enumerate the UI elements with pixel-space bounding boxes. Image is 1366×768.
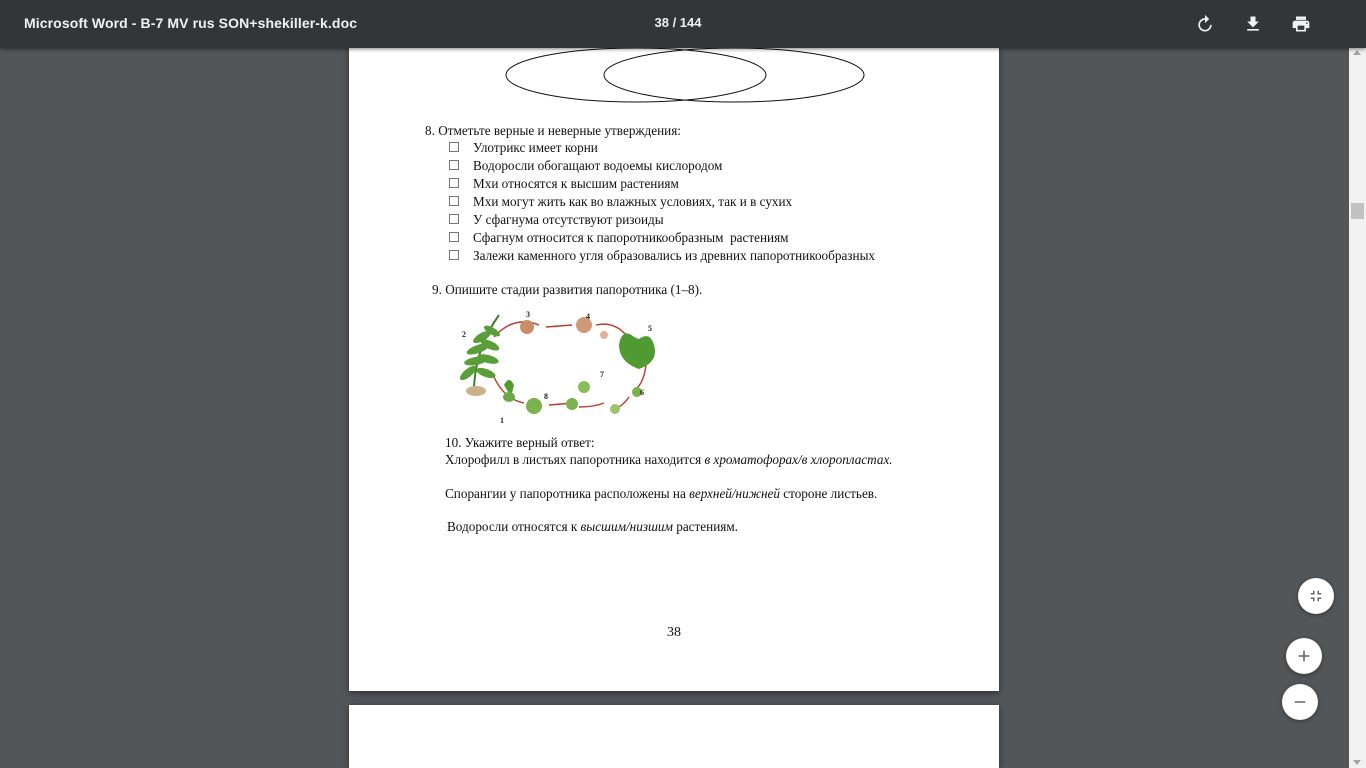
zoom-in-button[interactable] [1286, 638, 1322, 674]
scrollbar-thumb[interactable] [1351, 203, 1364, 219]
plus-icon [1295, 647, 1313, 665]
minus-icon [1291, 693, 1309, 711]
question-10-title: 10. Укажите верный ответ: [445, 435, 595, 450]
stage-label-2: 2 [462, 330, 466, 339]
stage-label-4: 4 [586, 312, 590, 321]
print-button[interactable] [1285, 8, 1317, 40]
pdf-page-39 [349, 705, 999, 768]
document-title: Microsoft Word - B-7 MV rus SON+shekiller-k.doc [24, 15, 358, 31]
question-9-title: 9. Опишите стадии развития папоротника (1–8). [432, 282, 703, 297]
checkbox[interactable] [449, 196, 459, 206]
stage-label-7: 7 [600, 370, 604, 379]
stage-label-6: 6 [640, 388, 644, 397]
fit-page-icon [1307, 587, 1325, 605]
question-8-title: 8. Отметьте верные и неверные утверждения: [425, 123, 681, 138]
rotate-button[interactable] [1189, 8, 1221, 40]
download-button[interactable] [1237, 8, 1269, 40]
statement-item[interactable]: Мхи могут жить как во влажных условиях, так и в сухих [449, 193, 792, 211]
checkbox[interactable] [449, 178, 459, 188]
statement-item[interactable]: Мхи относятся к высшим растениям [449, 175, 679, 193]
fern-life-cycle-image [454, 307, 664, 429]
venn-diagram [499, 44, 884, 106]
page-indicator[interactable]: 38 / 144 [654, 15, 702, 30]
checkbox[interactable] [449, 160, 459, 170]
question-10-line-3: Водоросли относятся к высшим/низшим растениям. [447, 519, 738, 534]
stage-label-1: 1 [500, 416, 504, 425]
pdf-toolbar [0, 0, 1366, 48]
statement-item[interactable]: У сфагнума отсутствуют ризоиды [449, 211, 664, 229]
print-icon [1291, 14, 1311, 34]
vertical-scrollbar[interactable] [1349, 48, 1366, 768]
page-number: 38 [667, 625, 681, 640]
rotate-icon [1195, 14, 1215, 34]
stage-label-5: 5 [648, 324, 652, 333]
checkbox[interactable] [449, 232, 459, 242]
scroll-down-arrow[interactable] [1353, 760, 1361, 765]
fit-to-page-button[interactable] [1298, 578, 1334, 614]
zoom-out-button[interactable] [1282, 684, 1318, 720]
download-icon [1243, 14, 1263, 34]
pdf-page-38 [349, 0, 999, 691]
statement-item[interactable]: Сфагнум относится к папоротникообразным растениям [449, 229, 789, 247]
checkbox[interactable] [449, 250, 459, 260]
stage-label-3: 3 [526, 310, 530, 319]
scroll-up-arrow[interactable] [1353, 50, 1361, 55]
question-10-line-2: Спорангии у папоротника расположены на верхней/нижней стороне листьев. [445, 486, 878, 501]
statement-item[interactable]: Улотрикс имеет корни [449, 139, 598, 157]
stage-label-8: 8 [544, 392, 548, 401]
checkbox[interactable] [449, 142, 459, 152]
statement-item[interactable]: Залежи каменного угля образовались из древних папоротникообразных [449, 247, 875, 265]
statement-item[interactable]: Водоросли обогащают водоемы кислородом [449, 157, 722, 175]
checkbox[interactable] [449, 214, 459, 224]
question-10-line-1: Хлорофилл в листьях папоротника находится в хроматофорах/в хлоропластах. [445, 452, 893, 467]
